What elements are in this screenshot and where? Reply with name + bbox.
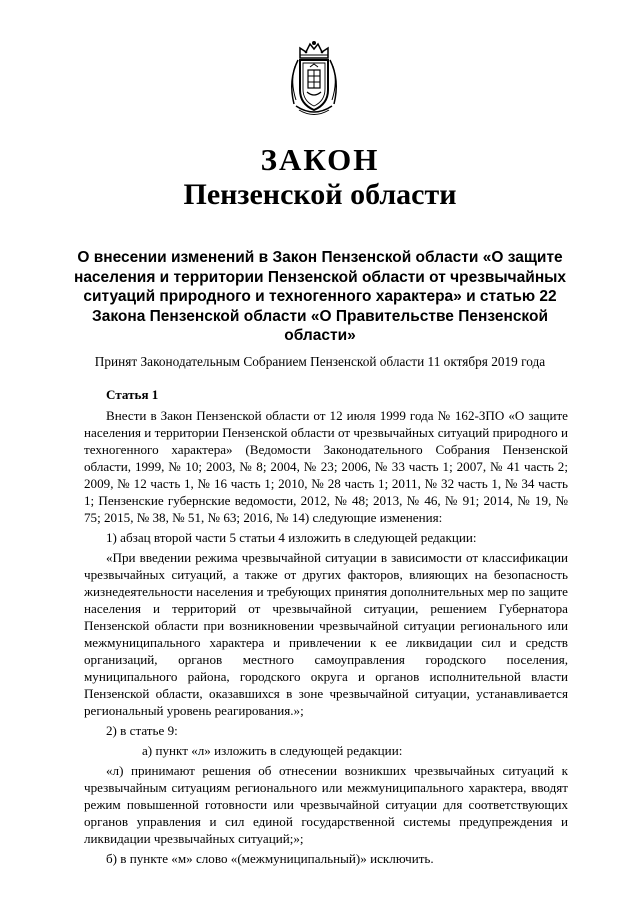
law-subject-heading: О внесении изменений в Закон Пензенской области «О защите населения и территории Пензенской области от чрезвычайных ситуаций природного и техногенного характера» и статью 22 Закона Пензенской области «О Правительстве Пензенской области» [73, 249, 567, 344]
article-heading: Статья 1 [106, 387, 159, 402]
amendment-item-2: 2) в статье 9: [106, 723, 178, 738]
adoption-note: Принят Законодательным Собранием Пензенской области 11 октября 2019 года [94, 354, 546, 369]
document-type-title: ЗАКОН [260, 142, 380, 177]
amendment-subitem-a: а) пункт «л» изложить в следующей редакции: [142, 743, 403, 758]
article-intro-paragraph: Внести в Закон Пензенской области от 12 июля 1999 года № 162-ЗПО «О защите населения и территории Пензенской области от чрезвычайных ситуаций природного и техногенного характера» (Ведомости Законодательного Собрания Пензенской области, 1999, № 10; 2003, № 8; 2004, № 23; 2006, № 33 часть 1; 2007, № 41 часть 2; 2009, № 12 часть 1, № 16 часть 1; 2010, № 28 часть 1; 2011, № 32 часть 1, № 34 часть 1; Пензенские губернские ведомости, 2012, № 48; 2013, № 46, № 91; 2014, № 19, № 75; 2015, № 38, № 51, № 63; 2016, № 14) следующие изменения: [84, 408, 568, 525]
amendment-subitem-b: б) в пункте «м» слово «(межмуниципальный)» исключить. [106, 851, 434, 866]
region-title: Пензенской области [183, 178, 457, 211]
quoted-text-2: «л) принимают решения об отнесении возникших чрезвычайных ситуаций к чрезвычайным ситуациям регионального или межмуниципального характера, вводят режим повышенной готовности или чрезвычайной ситуации для соответствующих органов управления и сил единой государственной системы предупреждения и ликвидации чрезвычайных ситуаций;»; [84, 763, 568, 846]
quoted-text-1: «При введении режима чрезвычайной ситуации в зависимости от классификации чрезвычайных ситуаций, а также от других факторов, влияющих на безопасность жизнедеятельности населения и требующих принятия дополнительных мер по защите населения и территорий от чрезвычайной ситуации, решением Губернатора Пензенской области при возникновении чрезвычайной ситуации регионального или межмуниципального характера и привлечении к ее ликвидации сил и средств организаций, органов местного самоуправления городского поселения, муниципального района, городского округа и органов исполнительной власти Пензенской области, оказавшихся в зоне чрезвычайной ситуации, устанавливается региональный уровень реагирования.»; [84, 550, 568, 718]
document-body [84, 386, 568, 867]
amendment-item-1: 1) абзац второй части 5 статьи 4 изложить в следующей редакции: [106, 530, 477, 545]
coat-of-arms-icon [286, 40, 342, 116]
